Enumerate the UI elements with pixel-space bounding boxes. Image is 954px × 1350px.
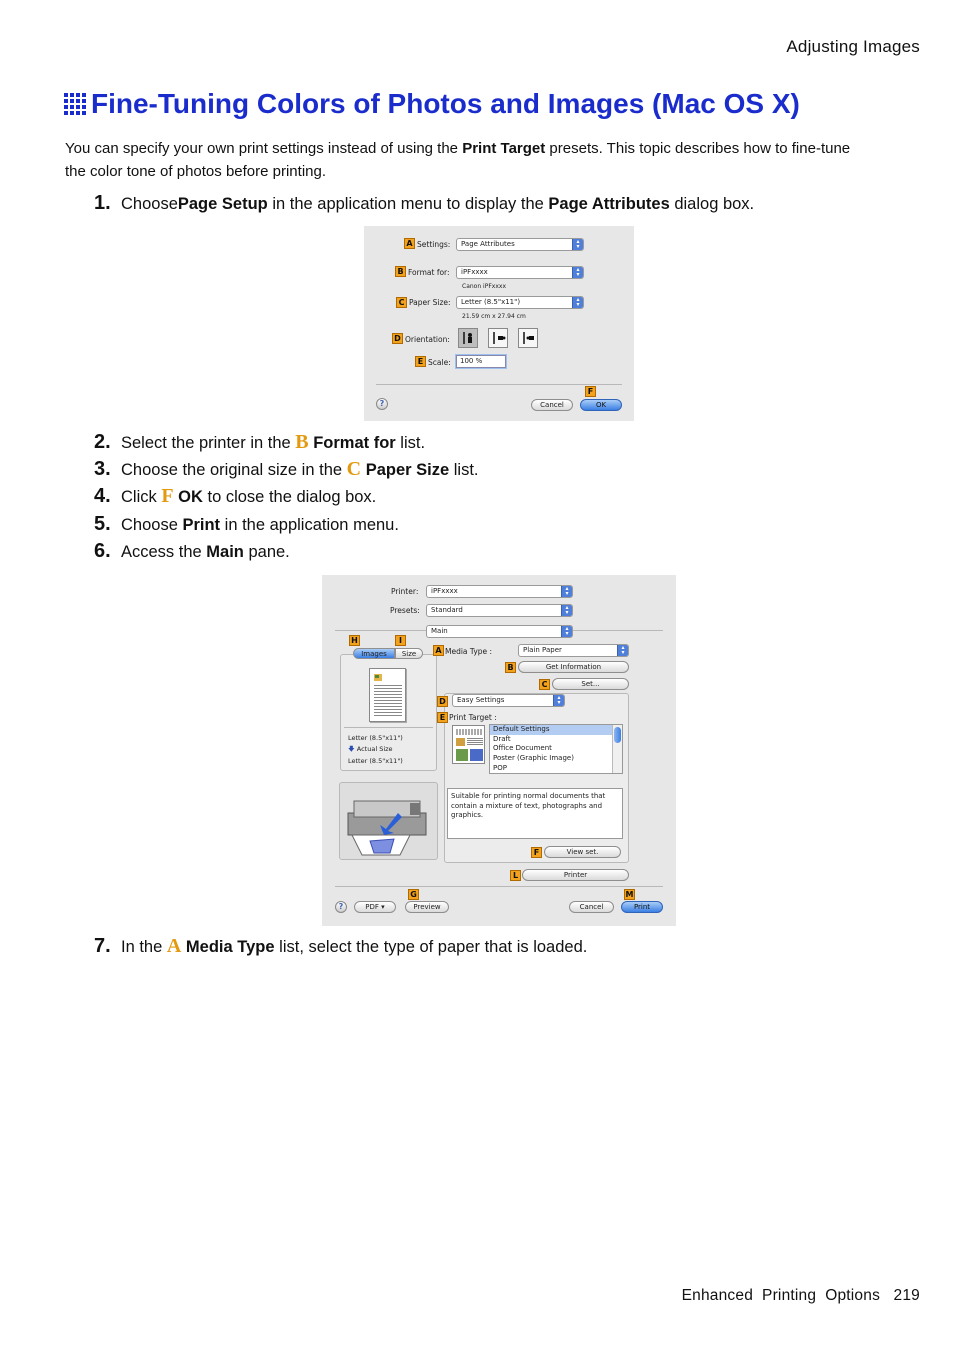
- print-target-thumbnail: [452, 725, 485, 764]
- preview-separator: [344, 727, 433, 728]
- intro-paragraph: You can specify your own print settings instead of using the Print Target presets. This topic describes how to fine-tune the color tone of photos before printing.: [65, 140, 851, 180]
- popup-arrows-icon: ▴ ▾: [572, 267, 583, 278]
- preview-button[interactable]: Preview: [405, 901, 449, 913]
- pane-popup[interactable]: Main ▴ ▾: [426, 625, 573, 638]
- page-title: Fine-Tuning Colors of Photos and Images (Mac OS X): [91, 88, 800, 119]
- paper-size-sub: 21.59 cm x 27.94 cm: [462, 313, 526, 320]
- paper-size-popup[interactable]: Letter (8.5"x11") ▴ ▾: [456, 296, 584, 309]
- landscape-icon: [489, 329, 507, 347]
- popup-arrows-icon: ▴ ▾: [572, 239, 583, 250]
- step-1: 1. Choose Page Setup in the application menu to display the Page Attributes dialog box.: [94, 192, 755, 214]
- step-3: 3. Choose the original size in the C Paper Size list.: [94, 458, 479, 480]
- list-item[interactable]: POP: [493, 763, 507, 772]
- pdf-button[interactable]: PDF ▾: [354, 901, 396, 913]
- page-attributes-dialog: [364, 226, 634, 421]
- set-button[interactable]: Set...: [552, 678, 629, 690]
- list-scrollbar[interactable]: [612, 725, 622, 773]
- printer-popup[interactable]: iPFxxxx ▴ ▾: [426, 585, 573, 598]
- callout-f: F: [531, 847, 542, 858]
- orientation-landscape-button[interactable]: [488, 328, 508, 348]
- popup-arrows-icon: ▴ ▾: [553, 695, 564, 706]
- format-for-popup[interactable]: iPFxxxx ▴ ▾: [456, 266, 584, 279]
- page-preview-thumbnail: [369, 668, 406, 722]
- cancel-button[interactable]: Cancel: [531, 399, 573, 411]
- portrait-icon: [459, 329, 477, 347]
- view-set-button[interactable]: View set.: [544, 846, 621, 858]
- print-target-list[interactable]: [489, 724, 623, 774]
- page-header: Adjusting Images: [786, 37, 920, 56]
- printer-icon: [340, 783, 437, 859]
- callout-d: D: [437, 696, 448, 707]
- printer-label: Printer:: [391, 587, 419, 596]
- grid-icon: [64, 93, 86, 115]
- media-type-popup[interactable]: Plain Paper ▴ ▾: [518, 644, 629, 657]
- size-line-3: Letter (8.5"x11"): [348, 757, 403, 765]
- step-2: 2. Select the printer in the B Format for list.: [94, 431, 426, 453]
- format-for-sub: Canon iPFxxxx: [462, 283, 506, 290]
- bottom-separator: [335, 886, 663, 887]
- easy-settings-popup[interactable]: Easy Settings ▴ ▾: [452, 694, 565, 707]
- callout-e: E: [437, 712, 448, 723]
- step-7: 7. In the A Media Type list, select the type of paper that is loaded.: [94, 935, 588, 957]
- media-type-label: Media Type :: [445, 647, 493, 656]
- tab-images[interactable]: Images: [353, 648, 395, 659]
- presets-label: Presets:: [390, 606, 420, 615]
- printer-button[interactable]: Printer: [522, 869, 629, 881]
- print-target-label: Print Target :: [449, 713, 497, 722]
- callout-c: C: [396, 297, 407, 308]
- callout-m: M: [625, 890, 634, 899]
- list-item[interactable]: Office Document: [493, 744, 552, 753]
- callout-h: H: [349, 635, 360, 646]
- get-information-button[interactable]: Get Information: [518, 661, 629, 673]
- printer-illustration: [339, 782, 438, 860]
- callout-d: D: [392, 333, 403, 344]
- callout-i: I: [395, 635, 406, 646]
- ok-button[interactable]: OK: [580, 399, 622, 411]
- size-line-2: 🡇 Actual Size: [348, 745, 393, 753]
- callout-a: A: [404, 238, 415, 249]
- popup-arrows-icon: ▴ ▾: [617, 645, 628, 656]
- list-item[interactable]: Default Settings: [490, 725, 622, 735]
- settings-popup[interactable]: Page Attributes ▴ ▾: [456, 238, 584, 251]
- presets-popup[interactable]: Standard ▴ ▾: [426, 604, 573, 617]
- popup-arrows-icon: ▴ ▾: [572, 297, 583, 308]
- size-line-1: Letter (8.5"x11"): [348, 734, 403, 742]
- popup-arrows-icon: ▴ ▾: [561, 605, 572, 616]
- callout-f: F: [585, 386, 596, 397]
- callout-c: C: [539, 679, 550, 690]
- settings-label: Settings:: [417, 240, 451, 249]
- orientation-label: Orientation:: [405, 335, 450, 344]
- print-dialog: [322, 575, 676, 926]
- callout-l: L: [510, 870, 521, 881]
- format-for-label: Format for:: [408, 268, 450, 277]
- title-row: [64, 88, 800, 120]
- popup-arrows-icon: ▴ ▾: [561, 626, 572, 637]
- step-6: 6. Access the Main pane.: [94, 540, 290, 562]
- down-arrow-icon: 🡇: [348, 745, 355, 753]
- step-4: 4. Click F OK to close the dialog box.: [94, 485, 377, 507]
- page-footer: Enhanced Printing Options 219: [681, 1287, 920, 1304]
- popup-arrows-icon: ▴ ▾: [561, 586, 572, 597]
- orientation-reverse-landscape-button[interactable]: [518, 328, 538, 348]
- cancel-button[interactable]: Cancel: [569, 901, 614, 913]
- scale-label: Scale:: [428, 358, 451, 367]
- list-item[interactable]: Draft: [493, 734, 511, 743]
- description-text: Suitable for printing normal documents that contain a mixture of text, photographs and graphics.: [451, 792, 606, 819]
- orientation-portrait-button[interactable]: [458, 328, 478, 348]
- description-box: [447, 788, 623, 839]
- callout-e: E: [415, 356, 426, 367]
- step-5: 5. Choose Print in the application menu.: [94, 513, 399, 535]
- dialog-separator: [376, 384, 622, 385]
- print-button[interactable]: Print: [621, 901, 663, 913]
- help-button[interactable]: ?: [376, 398, 388, 410]
- list-item[interactable]: Poster (Graphic Image): [493, 754, 574, 763]
- reverse-landscape-icon: [519, 329, 537, 347]
- paper-size-label: Paper Size:: [409, 298, 451, 307]
- callout-a: A: [433, 645, 444, 656]
- callout-g: G: [408, 889, 419, 900]
- callout-b: B: [505, 662, 516, 673]
- help-button[interactable]: ?: [335, 901, 347, 913]
- scale-input[interactable]: 100 %: [456, 355, 506, 368]
- callout-b: B: [395, 266, 406, 277]
- tab-size[interactable]: Size: [395, 648, 423, 659]
